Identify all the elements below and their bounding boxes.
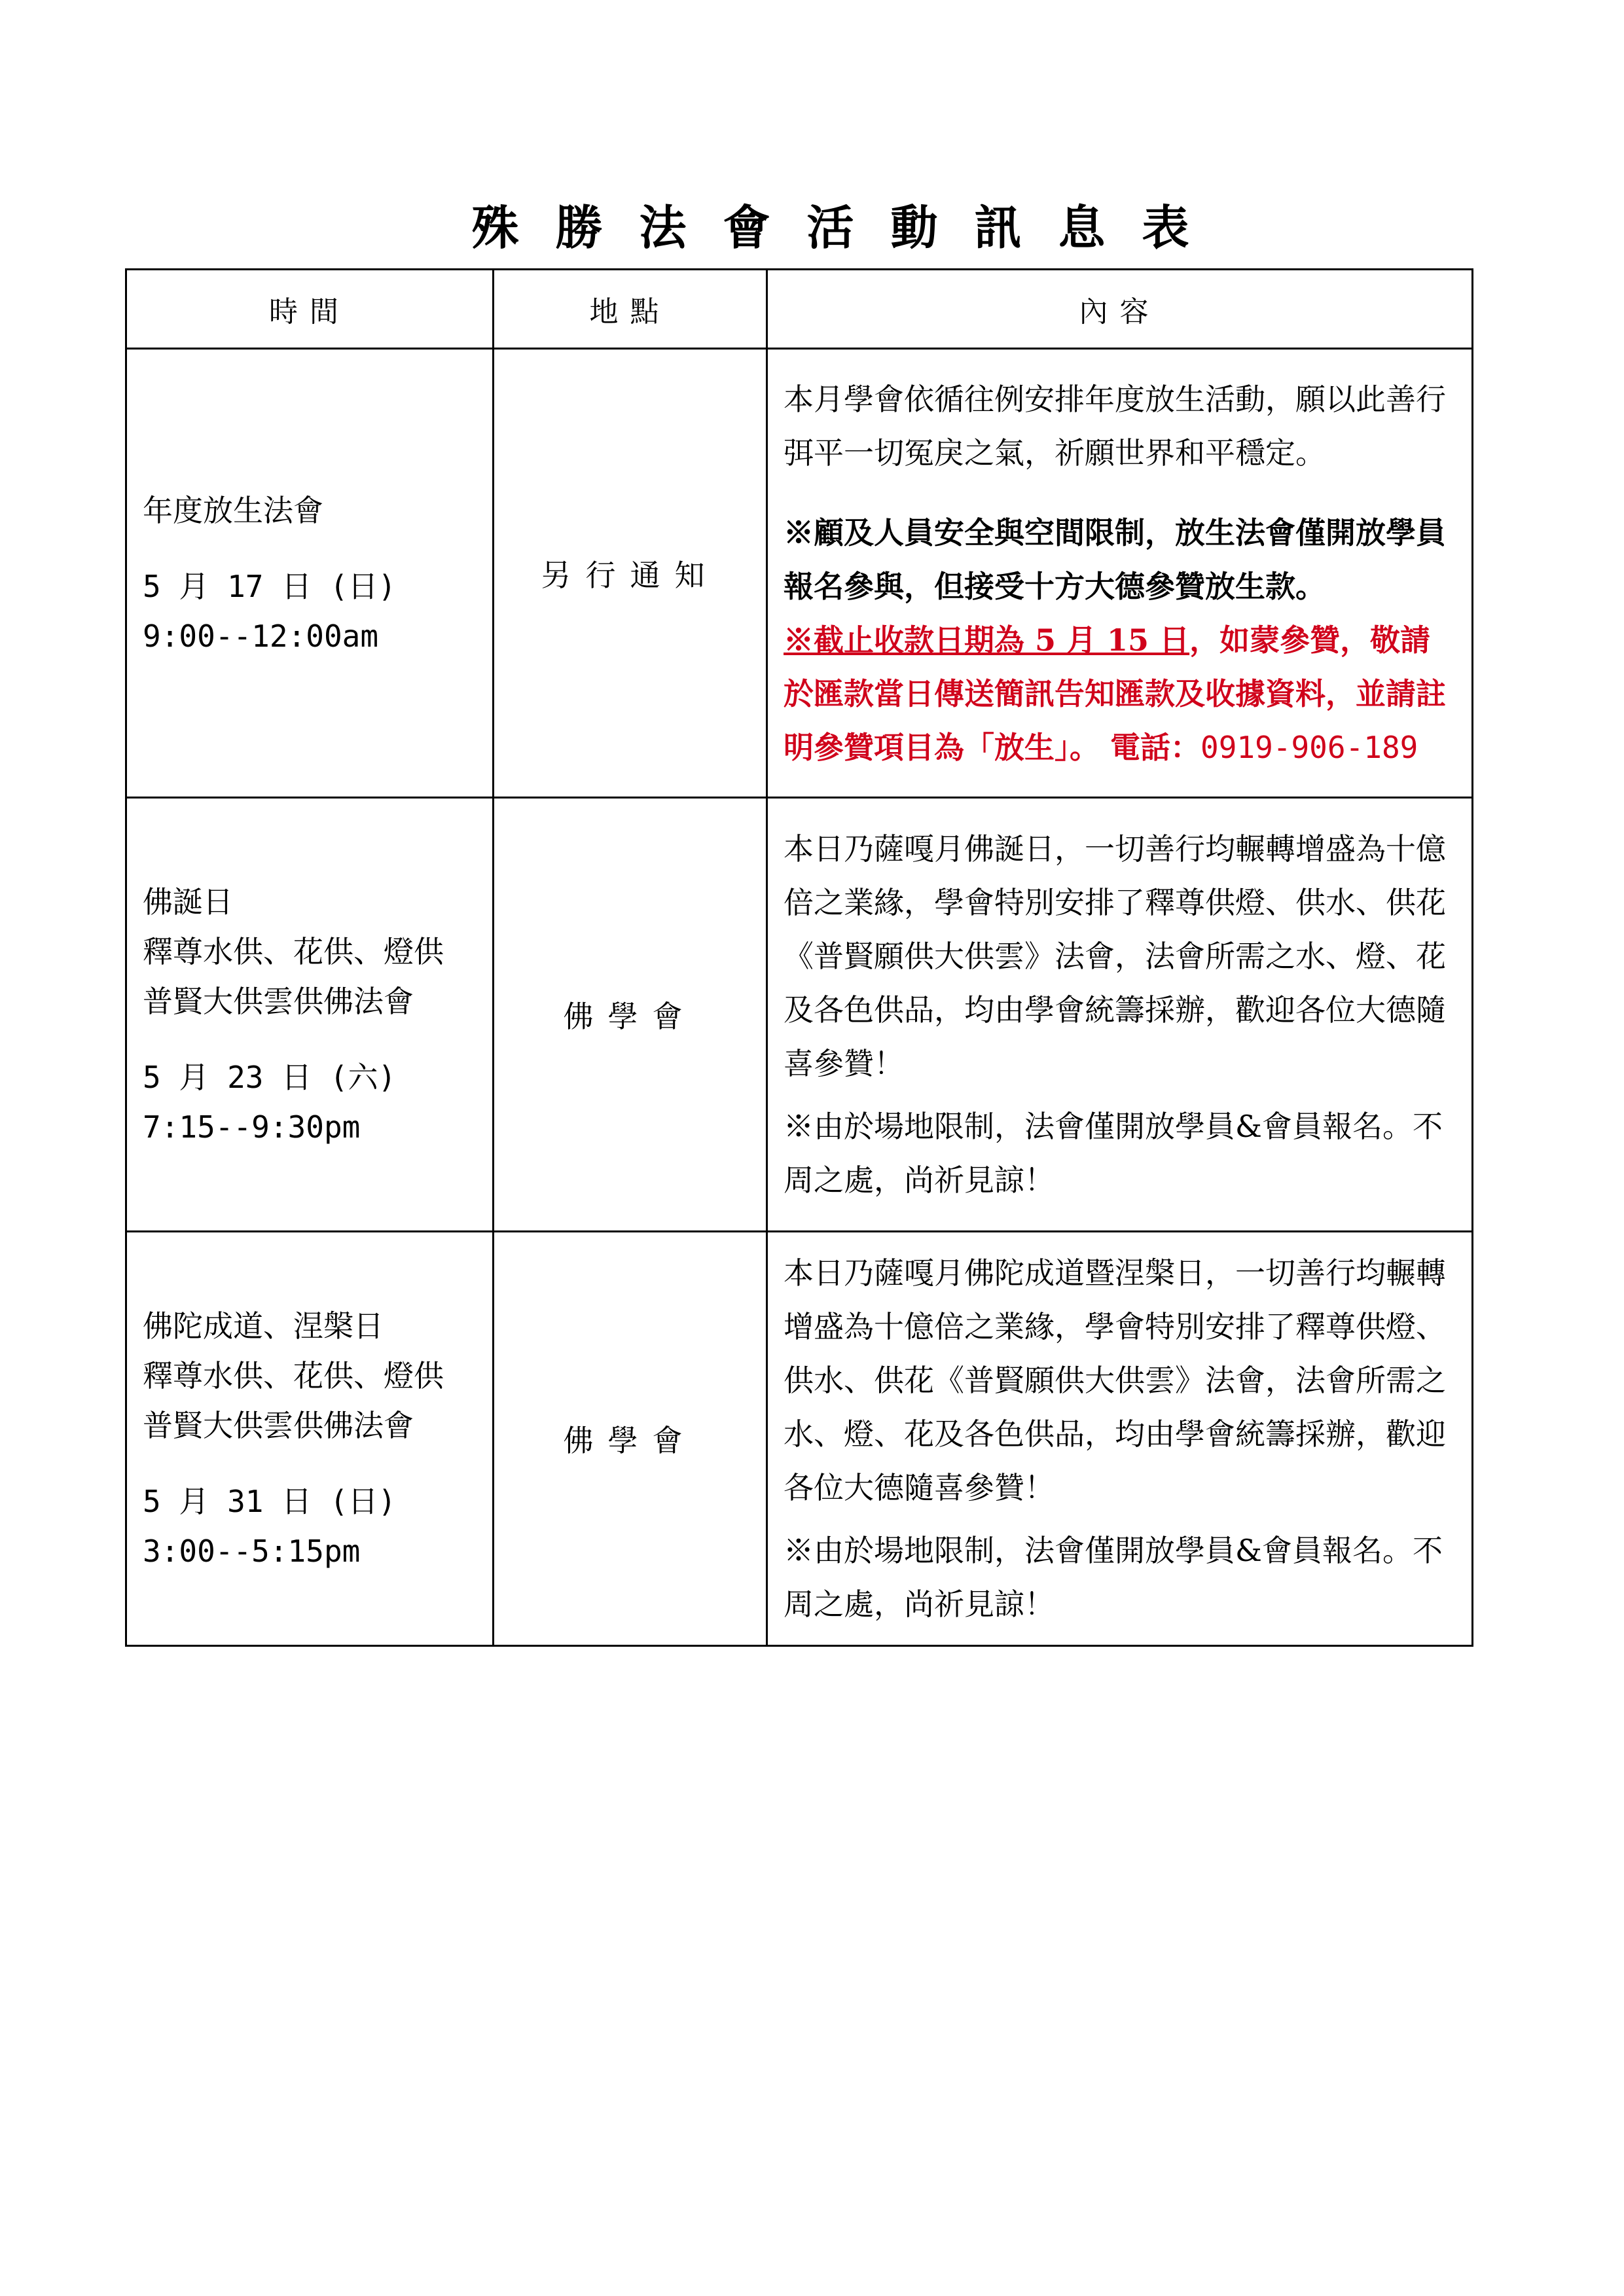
event-detail-line: 釋尊水供、花供、燈供 <box>143 934 444 969</box>
header-content: 內容 <box>767 270 1473 349</box>
header-time: 時間 <box>126 270 494 349</box>
event-name: 佛誕日 <box>143 884 233 920</box>
event-date: 5 月 31 日 (日) <box>143 1484 397 1519</box>
page-title: 殊勝法會活動訊息表 <box>471 200 1226 255</box>
content-notice: ※由於場地限制，法會僅開放學員&會員報名。不周之處，尚祈見諒！ <box>784 1533 1443 1622</box>
content-notice: ※顧及人員安全與空間限制，放生法會僅開放學員報名參與，但接受十方大德參贊放生款。 <box>784 514 1446 604</box>
event-content-cell <box>767 349 1473 798</box>
event-date: 5 月 17 日 (日) <box>143 568 397 604</box>
table-row <box>126 349 1473 798</box>
event-detail-line: 普賢大供雲供佛法會 <box>143 984 414 1019</box>
event-location: 佛學會 <box>494 798 767 1232</box>
header-location: 地點 <box>494 270 767 349</box>
table-row <box>126 1232 1473 1646</box>
event-time-cell <box>126 1232 494 1646</box>
content-notice: ※由於場地限制，法會僅開放學員&會員報名。不周之處，尚祈見諒！ <box>784 1109 1443 1198</box>
event-date: 5 月 23 日 (六) <box>143 1060 397 1095</box>
event-time-cell <box>126 349 494 798</box>
event-detail-line: 釋尊水供、花供、燈供 <box>143 1358 444 1393</box>
event-time-cell <box>126 798 494 1232</box>
deadline-text: ※截止收款日期為 5 月 15 日 <box>784 622 1190 658</box>
event-name: 佛陀成道、涅槃日 <box>143 1308 384 1344</box>
events-table <box>125 268 1473 1647</box>
event-time: 9:00--12:00am <box>143 618 379 654</box>
table-row <box>126 798 1473 1232</box>
event-detail-line: 普賢大供雲供佛法會 <box>143 1408 414 1443</box>
table-header-row <box>126 270 1473 349</box>
content-paragraph: 本月學會依循往例安排年度放生活動，願以此善行弭平一切冤戾之氣，祈願世界和平穩定。 <box>784 381 1446 471</box>
event-name: 年度放生法會 <box>143 492 323 528</box>
event-time: 7:15--9:30pm <box>143 1109 361 1145</box>
payment-deadline-notice <box>784 613 1457 774</box>
phone-number: 0919-906-189 <box>1200 729 1418 765</box>
event-time: 3:00--5:15pm <box>143 1534 361 1569</box>
event-content-cell <box>767 1232 1473 1646</box>
event-location: 另行通知 <box>494 349 767 798</box>
event-content-cell <box>767 798 1473 1232</box>
content-paragraph: 本日乃薩嘎月佛誕日，一切善行均輾轉增盛為十億倍之業緣，學會特別安排了釋尊供燈、供水、供花《普賢願供大供雲》法會，法會所需之水、燈、花及各色供品，均由學會統籌採辦，歡迎各位大德隨喜參贊！ <box>784 831 1446 1081</box>
phone-label: 電話： <box>1110 729 1201 765</box>
deadline-detail: ，如蒙參贊，敬請於匯款當日傳送簡訊告知匯款及收據資料，並請註明參贊項目為「放生」。 <box>784 622 1446 765</box>
content-paragraph: 本日乃薩嘎月佛陀成道暨涅槃日，一切善行均輾轉增盛為十億倍之業緣，學會特別安排了釋尊供燈、供水、供花《普賢願供大供雲》法會，法會所需之水、燈、花及各色供品，均由學會統籌採辦，歡迎各位大德隨喜參贊！ <box>784 1255 1446 1505</box>
event-location: 佛學會 <box>494 1232 767 1646</box>
